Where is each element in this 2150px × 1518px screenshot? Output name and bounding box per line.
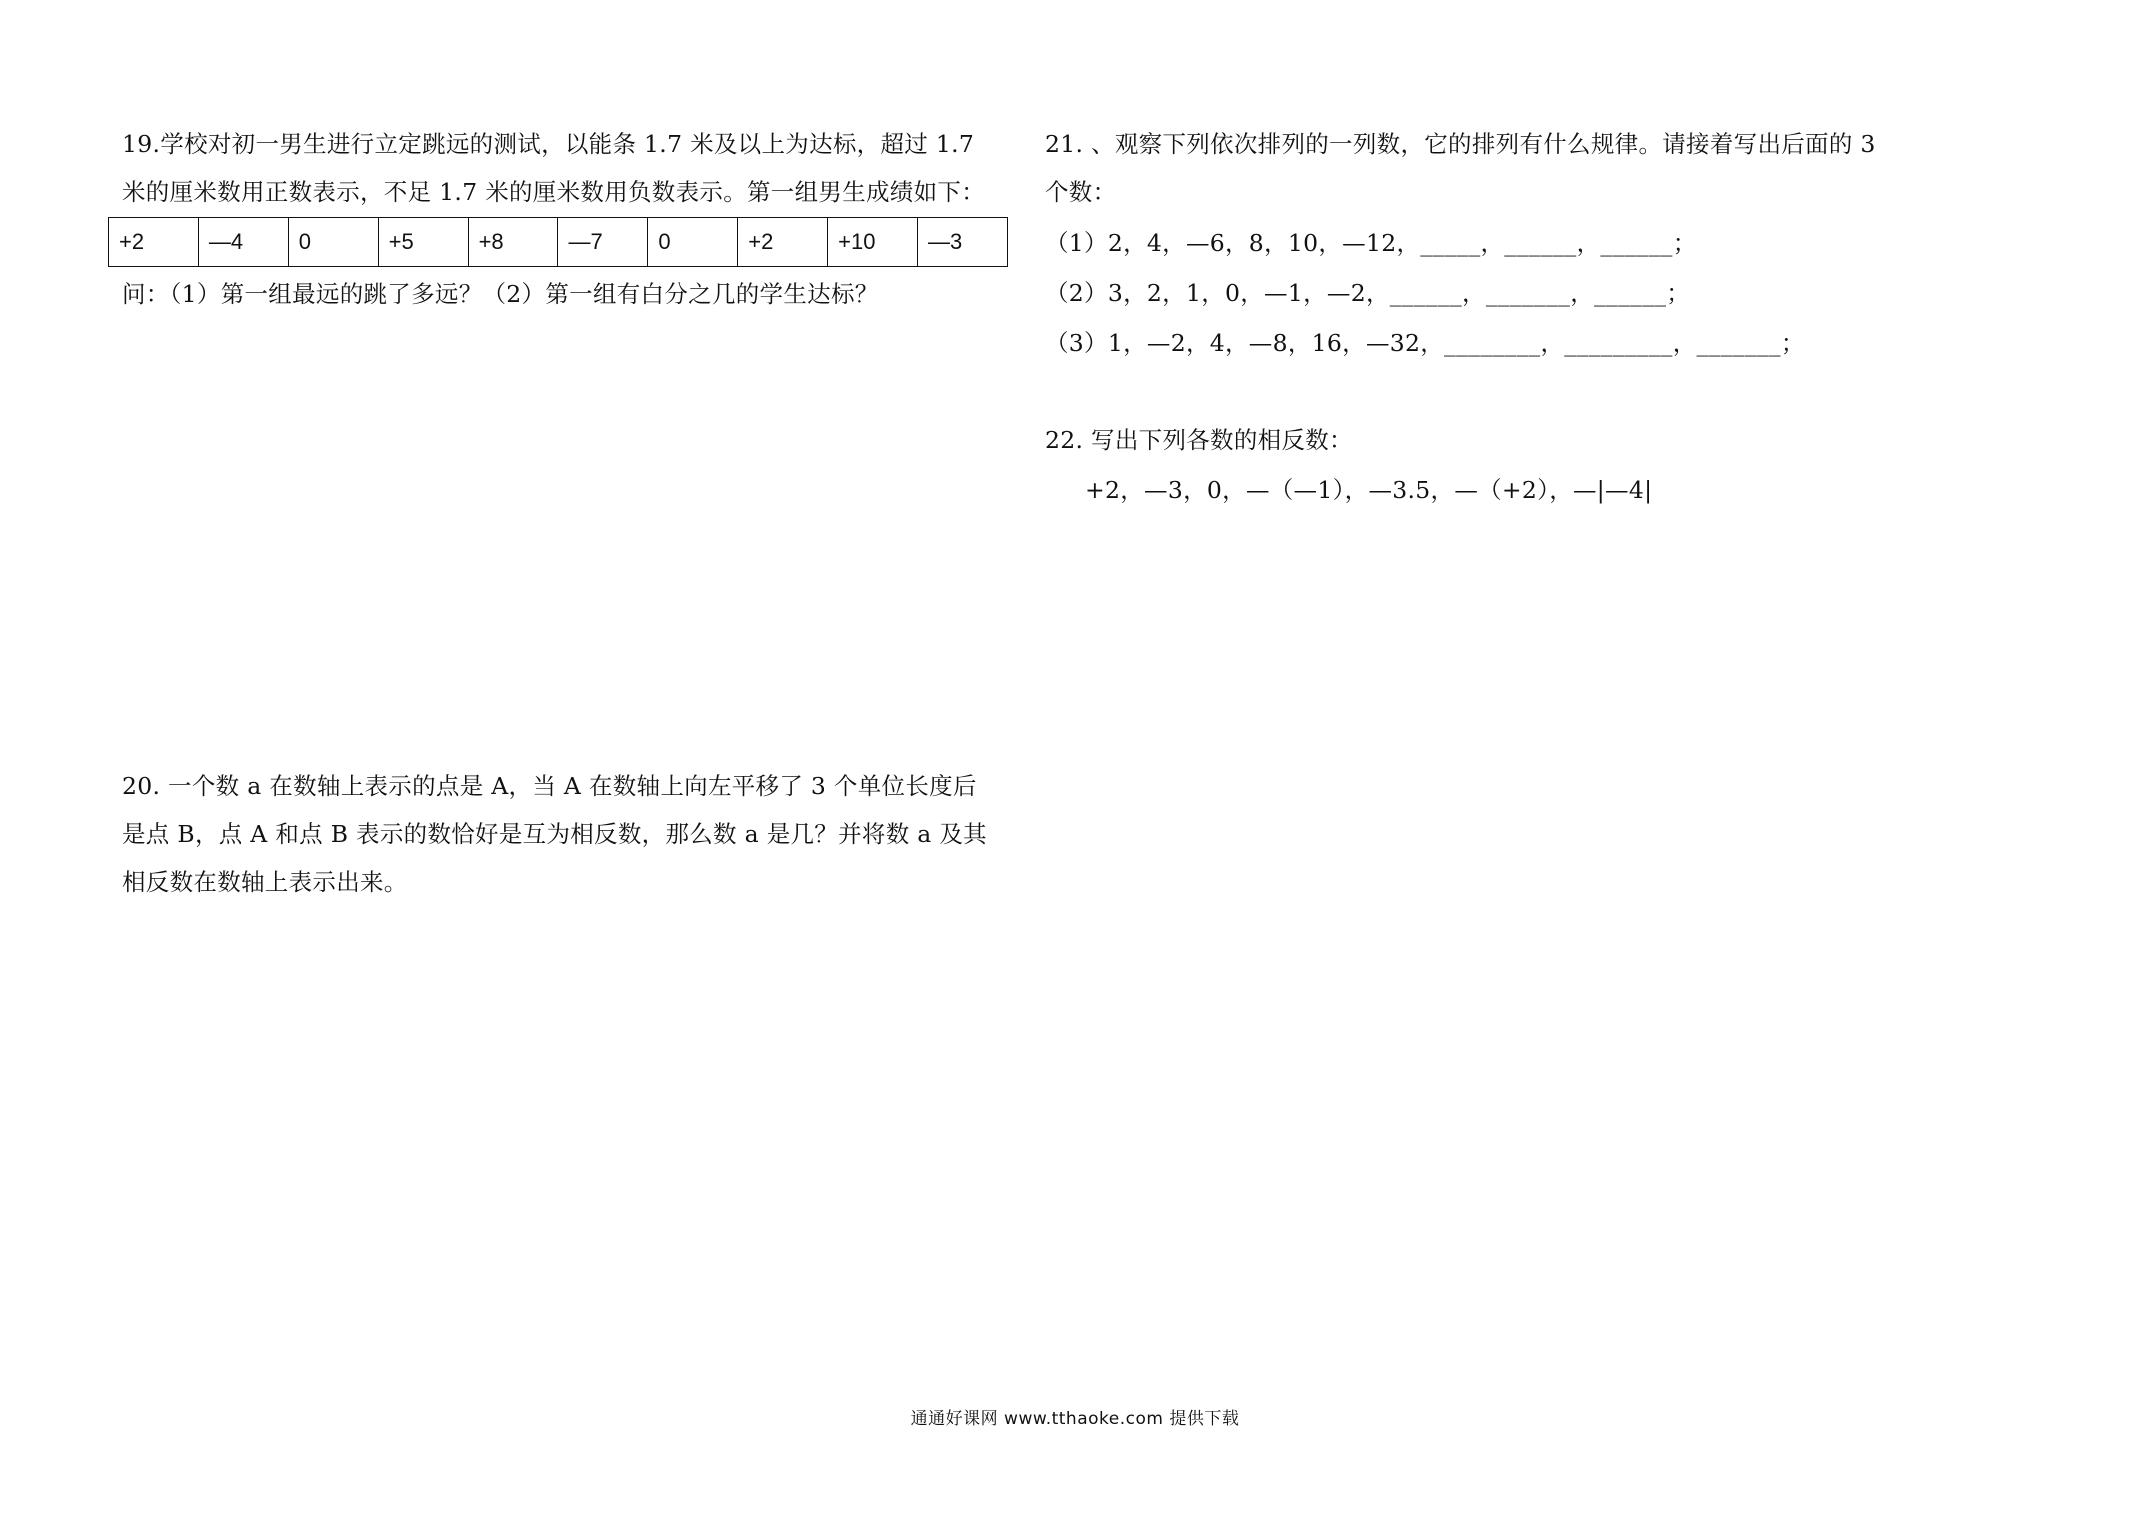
score-cell: —7 [558,218,648,267]
q19-line-2: 米的厘米数用正数表示，不足 1.7 米的厘米数用负数表示。第一组男生成绩如下： [122,178,986,206]
q22-line-1: 22. 写出下列各数的相反数： [1045,426,1353,454]
q21-line-1: 21. 、观察下列依次排列的一列数，它的排列有什么规律。请接着写出后面的 3 [1045,130,1876,158]
score-cell: +8 [468,218,558,267]
score-cell: +10 [828,218,918,267]
table-row [109,218,1008,267]
q19-question: 问：（1）第一组最远的跳了多远？（2）第一组有白分之几的学生达标？ [122,280,879,308]
score-table [108,217,1008,267]
q21-item-3: （3）1，—2，4，—8，16，—32，________，_________，_______； [1045,329,1805,357]
q20-line-1: 20. 一个数 a 在数轴上表示的点是 A，当 A 在数轴上向左平移了 3 个单位长度后 [122,772,977,800]
score-cell: —3 [918,218,1008,267]
score-cell: +5 [378,218,468,267]
q21-line-2: 个数： [1045,178,1117,206]
score-cell: 0 [288,218,378,267]
score-cell: +2 [109,218,199,267]
score-cell: 0 [648,218,738,267]
q22-line-2: +2，—3，0，—（—1），—3.5，—（+2），—|—4| [1085,476,1653,504]
score-cell: +2 [738,218,828,267]
score-cell: —4 [198,218,288,267]
footer-credit: 通通好课网 www.tthaoke.com 提供下载 [910,1409,1240,1429]
q20-line-2: 是点 B，点 A 和点 B 表示的数恰好是互为相反数，那么数 a 是几？并将数 a 及其 [122,820,987,848]
q21-item-1: （1）2，4，—6，8，10，—12，_____，______，______； [1045,229,1697,257]
q19-line-1: 19.学校对初一男生进行立定跳远的测试，以能条 1.7 米及以上为达标，超过 1.7 [122,130,975,158]
q21-item-2: （2）3，2，1，0，—1，—2，______，_______，______； [1045,279,1691,307]
q20-line-3: 相反数在数轴上表示出来。 [122,868,408,896]
